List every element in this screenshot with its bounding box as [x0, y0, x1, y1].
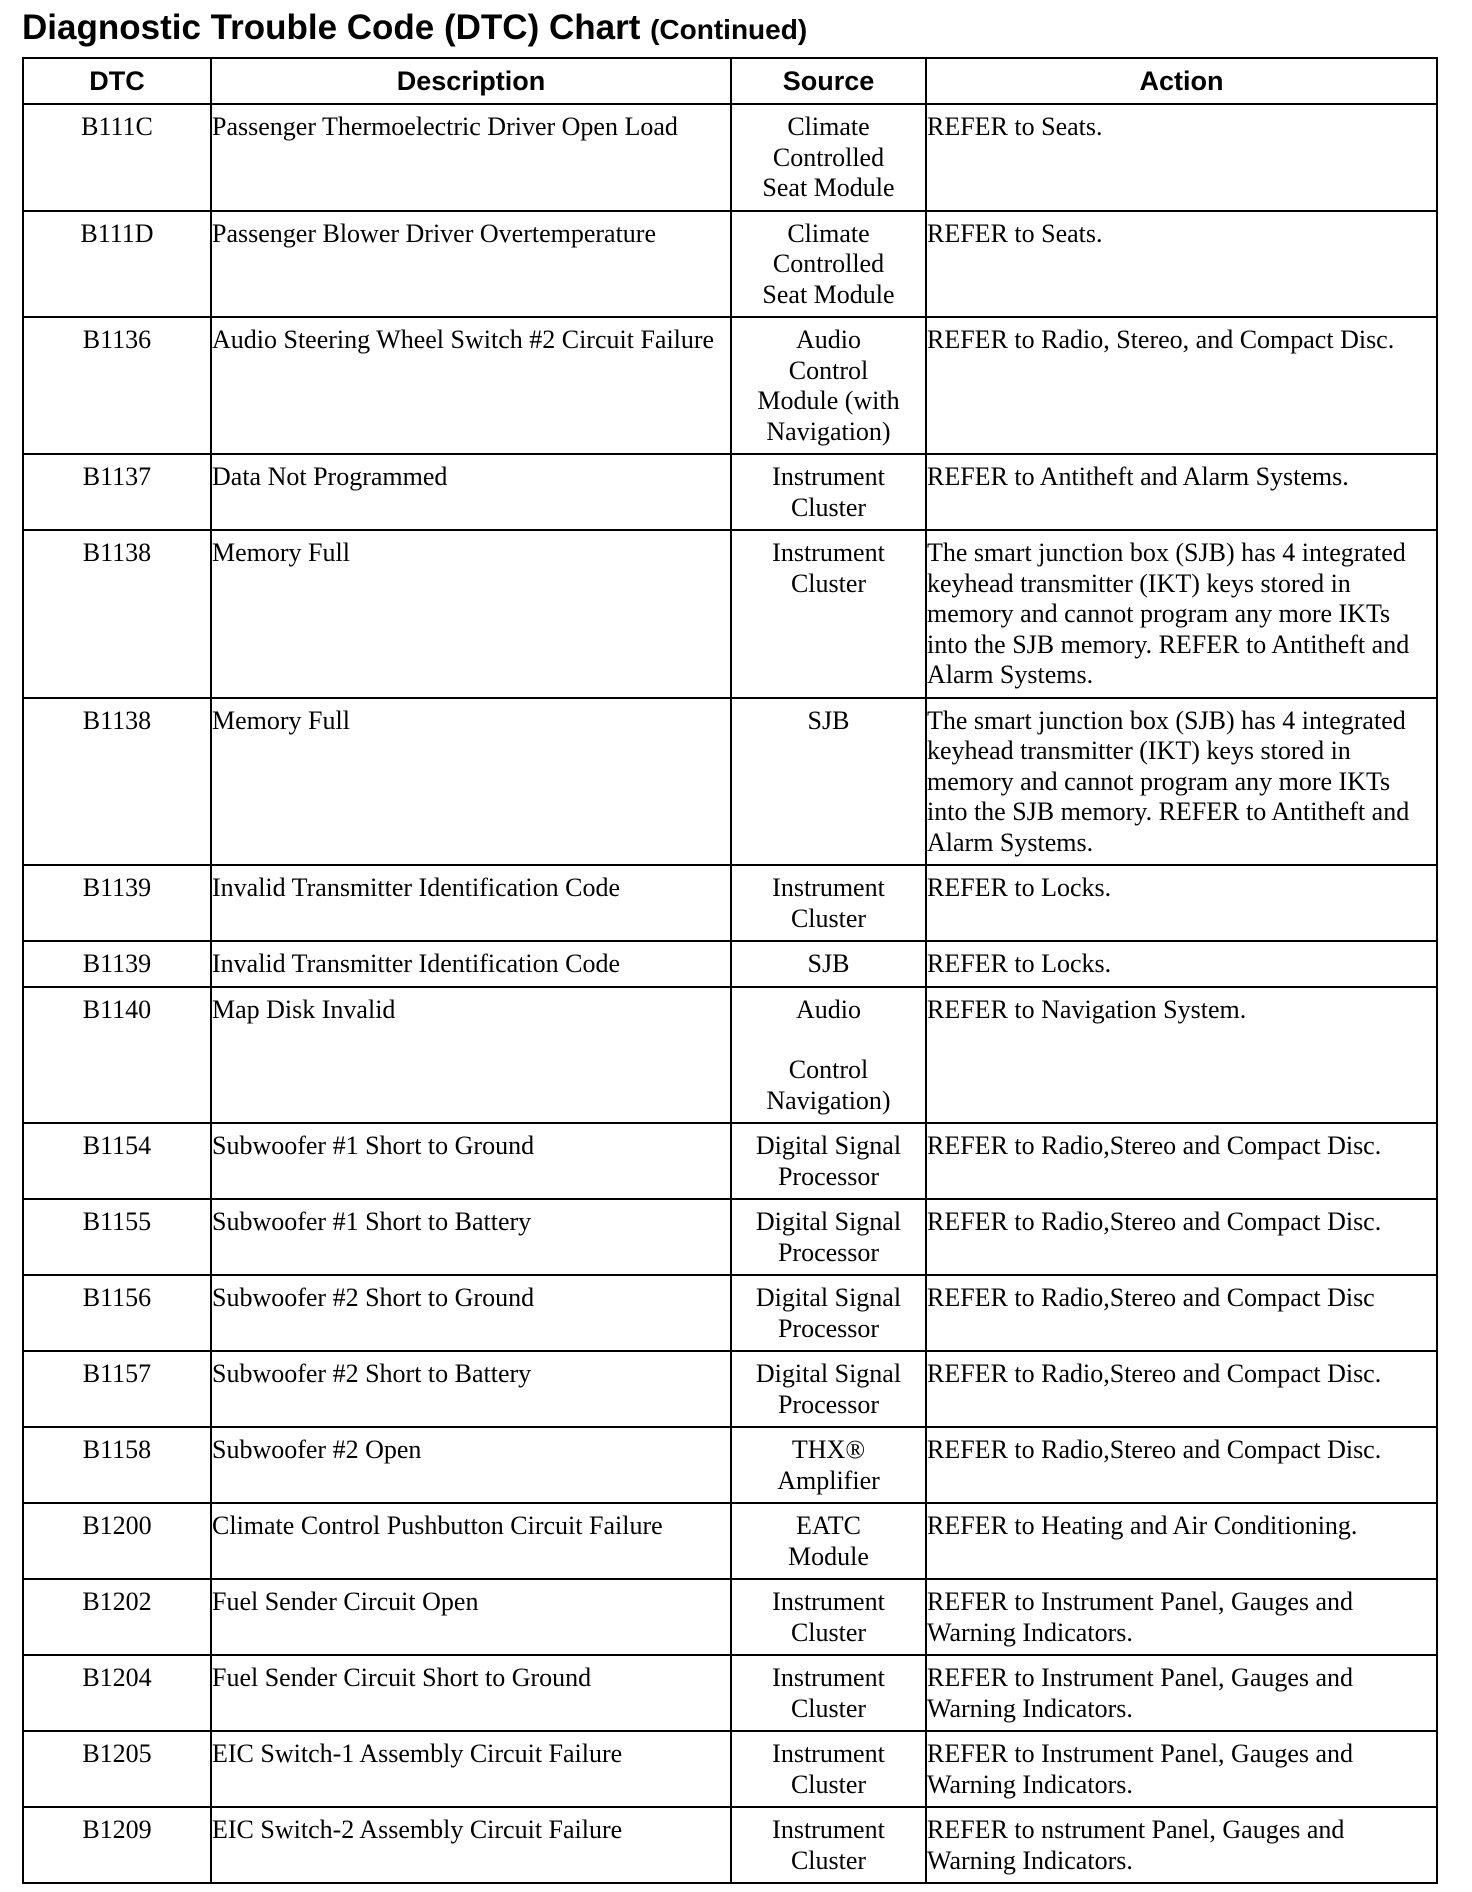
description-cell: Passenger Thermoelectric Driver Open Load — [211, 104, 731, 211]
description-cell: Fuel Sender Circuit Short to Ground — [211, 1655, 731, 1731]
header-description: Description — [211, 58, 731, 104]
action-cell: REFER to Radio,Stereo and Compact Disc. — [926, 1351, 1437, 1427]
dtc-code-cell: B1139 — [23, 941, 211, 987]
source-cell — [731, 211, 926, 318]
source-line: Processor — [777, 1237, 880, 1267]
table-row — [23, 987, 1437, 1124]
table-body — [23, 104, 1437, 1883]
description-cell: Passenger Blower Driver Overtemperature — [211, 211, 731, 318]
dtc-code-cell: B1158 — [23, 1427, 211, 1503]
table-row — [23, 1199, 1437, 1275]
description-cell: Invalid Transmitter Identification Code — [211, 865, 731, 941]
table-row — [23, 865, 1437, 941]
dtc-code-cell: B111D — [23, 211, 211, 318]
description-cell: Subwoofer #2 Open — [211, 1427, 731, 1503]
description-cell: Memory Full — [211, 530, 731, 698]
source-line: Controlled — [772, 249, 885, 278]
table-row — [23, 211, 1437, 318]
dtc-code-cell: B1157 — [23, 1351, 211, 1427]
source-cell — [731, 1655, 926, 1731]
source-cell — [731, 317, 926, 454]
source-line: Control — [788, 355, 869, 385]
source-cell — [731, 865, 926, 941]
table-row — [23, 1275, 1437, 1351]
description-cell: Invalid Transmitter Identification Code — [211, 941, 731, 987]
source-line: Digital Signal — [755, 1131, 902, 1160]
dtc-code-cell: B1139 — [23, 865, 211, 941]
table-row — [23, 1579, 1437, 1655]
dtc-code-cell: B1138 — [23, 530, 211, 698]
source-line: Navigation) — [766, 1085, 891, 1115]
description-cell: Map Disk Invalid — [211, 987, 731, 1124]
source-line: Processor — [777, 1313, 880, 1343]
dtc-code-cell: B1156 — [23, 1275, 211, 1351]
table-row — [23, 1503, 1437, 1579]
action-cell: REFER to Radio,Stereo and Compact Disc. — [926, 1199, 1437, 1275]
source-line: Climate — [787, 112, 870, 141]
source-line: Audio — [796, 994, 861, 1024]
action-cell: REFER to Instrument Panel, Gauges and Warning Indicators. — [926, 1579, 1437, 1655]
source-cell — [731, 530, 926, 698]
source-cell — [731, 1275, 926, 1351]
table-row — [23, 1123, 1437, 1199]
source-line: Instrument — [772, 1739, 885, 1768]
action-cell: REFER to Heating and Air Conditioning. — [926, 1503, 1437, 1579]
dtc-code-cell: B1136 — [23, 317, 211, 454]
source-line: Instrument — [772, 1815, 885, 1844]
action-cell: REFER to Locks. — [926, 941, 1437, 987]
header-source: Source — [731, 58, 926, 104]
action-cell: REFER to Instrument Panel, Gauges and Warning Indicators. — [926, 1655, 1437, 1731]
table-row — [23, 941, 1437, 987]
description-cell: Audio Steering Wheel Switch #2 Circuit Failure — [211, 317, 731, 454]
dtc-code-cell: B1137 — [23, 454, 211, 530]
dtc-code-cell: B1154 — [23, 1123, 211, 1199]
source-cell — [731, 1579, 926, 1655]
source-line: Seat Module — [762, 279, 895, 309]
source-line-gap — [732, 1025, 925, 1055]
source-line: Cluster — [790, 568, 867, 598]
dtc-code-cell: B111C — [23, 104, 211, 211]
source-line: Navigation) — [766, 416, 891, 446]
source-line: Amplifier — [777, 1465, 880, 1495]
source-cell — [731, 941, 926, 987]
source-line: Instrument — [772, 462, 885, 491]
header-dtc: DTC — [23, 58, 211, 104]
dtc-code-cell: B1155 — [23, 1199, 211, 1275]
table-row — [23, 530, 1437, 698]
action-cell: REFER to Locks. — [926, 865, 1437, 941]
action-cell: The smart junction box (SJB) has 4 integrated keyhead transmitter (IKT) keys stored in memory and cannot program any more IKTs into the SJB memory. REFER to Antitheft and Alarm Systems. — [926, 530, 1437, 698]
dtc-code-cell: B1138 — [23, 698, 211, 866]
source-line: Cluster — [790, 903, 867, 933]
source-line: SJB — [807, 705, 850, 735]
source-cell — [731, 1351, 926, 1427]
table-row — [23, 104, 1437, 211]
action-cell: REFER to Radio, Stereo, and Compact Disc. — [926, 317, 1437, 454]
source-cell — [731, 1731, 926, 1807]
dtc-code-cell: B1202 — [23, 1579, 211, 1655]
source-line: Instrument — [772, 1587, 885, 1616]
source-line: Cluster — [790, 1693, 867, 1723]
table-row — [23, 454, 1437, 530]
description-cell: Subwoofer #1 Short to Ground — [211, 1123, 731, 1199]
source-line: Processor — [777, 1389, 880, 1419]
source-line: Digital Signal — [755, 1283, 902, 1312]
dtc-code-cell: B1205 — [23, 1731, 211, 1807]
action-cell: REFER to Radio,Stereo and Compact Disc — [926, 1275, 1437, 1351]
source-cell — [731, 1807, 926, 1883]
table-row — [23, 317, 1437, 454]
action-cell: The smart junction box (SJB) has 4 integrated keyhead transmitter (IKT) keys stored in memory and cannot program any more IKTs into the SJB memory. REFER to Antitheft and Alarm Systems. — [926, 698, 1437, 866]
description-cell: EIC Switch-1 Assembly Circuit Failure — [211, 1731, 731, 1807]
source-cell — [731, 1199, 926, 1275]
source-line: Climate — [787, 218, 870, 248]
source-line: Control — [788, 1055, 869, 1084]
source-line: Controlled — [772, 142, 885, 172]
action-cell: REFER to Seats. — [926, 104, 1437, 211]
action-cell: REFER to Instrument Panel, Gauges and Warning Indicators. — [926, 1731, 1437, 1807]
header-action: Action — [926, 58, 1437, 104]
source-line: Digital Signal — [755, 1207, 902, 1236]
source-line: Cluster — [790, 1769, 867, 1799]
action-cell: REFER to Radio,Stereo and Compact Disc. — [926, 1427, 1437, 1503]
source-line: Audio — [796, 325, 861, 354]
source-cell — [731, 1503, 926, 1579]
table-row — [23, 698, 1437, 866]
source-cell — [731, 1123, 926, 1199]
table-row — [23, 1731, 1437, 1807]
source-line: Instrument — [772, 538, 885, 567]
dtc-code-cell: B1209 — [23, 1807, 211, 1883]
table-header-row — [23, 58, 1437, 104]
table-row — [23, 1807, 1437, 1883]
source-line: Cluster — [790, 492, 867, 522]
table-row — [23, 1655, 1437, 1731]
page-title — [22, 8, 807, 50]
source-line: Seat Module — [762, 173, 895, 202]
description-cell: Subwoofer #1 Short to Battery — [211, 1199, 731, 1275]
source-line: Module — [788, 1541, 869, 1571]
source-cell — [731, 987, 926, 1124]
source-line: Module (with — [757, 386, 900, 415]
source-line: Instrument — [772, 1663, 885, 1692]
description-cell: Subwoofer #2 Short to Battery — [211, 1351, 731, 1427]
source-line: SJB — [807, 949, 850, 978]
description-cell: Climate Control Pushbutton Circuit Failure — [211, 1503, 731, 1579]
description-cell: Data Not Programmed — [211, 454, 731, 530]
source-line: Cluster — [790, 1617, 867, 1647]
description-cell: EIC Switch-2 Assembly Circuit Failure — [211, 1807, 731, 1883]
source-line: Cluster — [790, 1845, 867, 1875]
action-cell: REFER to Antitheft and Alarm Systems. — [926, 454, 1437, 530]
source-line: THX® — [791, 1435, 866, 1464]
action-cell: REFER to Radio,Stereo and Compact Disc. — [926, 1123, 1437, 1199]
source-cell — [731, 1427, 926, 1503]
source-line: EATC — [796, 1511, 861, 1540]
action-cell: REFER to Navigation System. — [926, 987, 1437, 1124]
source-line: Instrument — [772, 873, 885, 902]
source-cell — [731, 698, 926, 866]
action-cell: REFER to Seats. — [926, 211, 1437, 318]
description-cell: Fuel Sender Circuit Open — [211, 1579, 731, 1655]
source-line: Processor — [777, 1161, 880, 1191]
dtc-code-cell: B1204 — [23, 1655, 211, 1731]
description-cell: Memory Full — [211, 698, 731, 866]
table-row — [23, 1351, 1437, 1427]
page-title-main: Diagnostic Trouble Code (DTC) Chart — [22, 8, 641, 47]
source-cell — [731, 104, 926, 211]
table-row — [23, 1427, 1437, 1503]
source-line: Digital Signal — [755, 1359, 902, 1388]
page-title-suffix: (Continued) — [650, 14, 808, 45]
action-cell: REFER to nstrument Panel, Gauges and Warning Indicators. — [926, 1807, 1437, 1883]
dtc-table — [22, 57, 1438, 1884]
dtc-code-cell: B1200 — [23, 1503, 211, 1579]
description-cell: Subwoofer #2 Short to Ground — [211, 1275, 731, 1351]
source-cell — [731, 454, 926, 530]
dtc-code-cell: B1140 — [23, 987, 211, 1124]
